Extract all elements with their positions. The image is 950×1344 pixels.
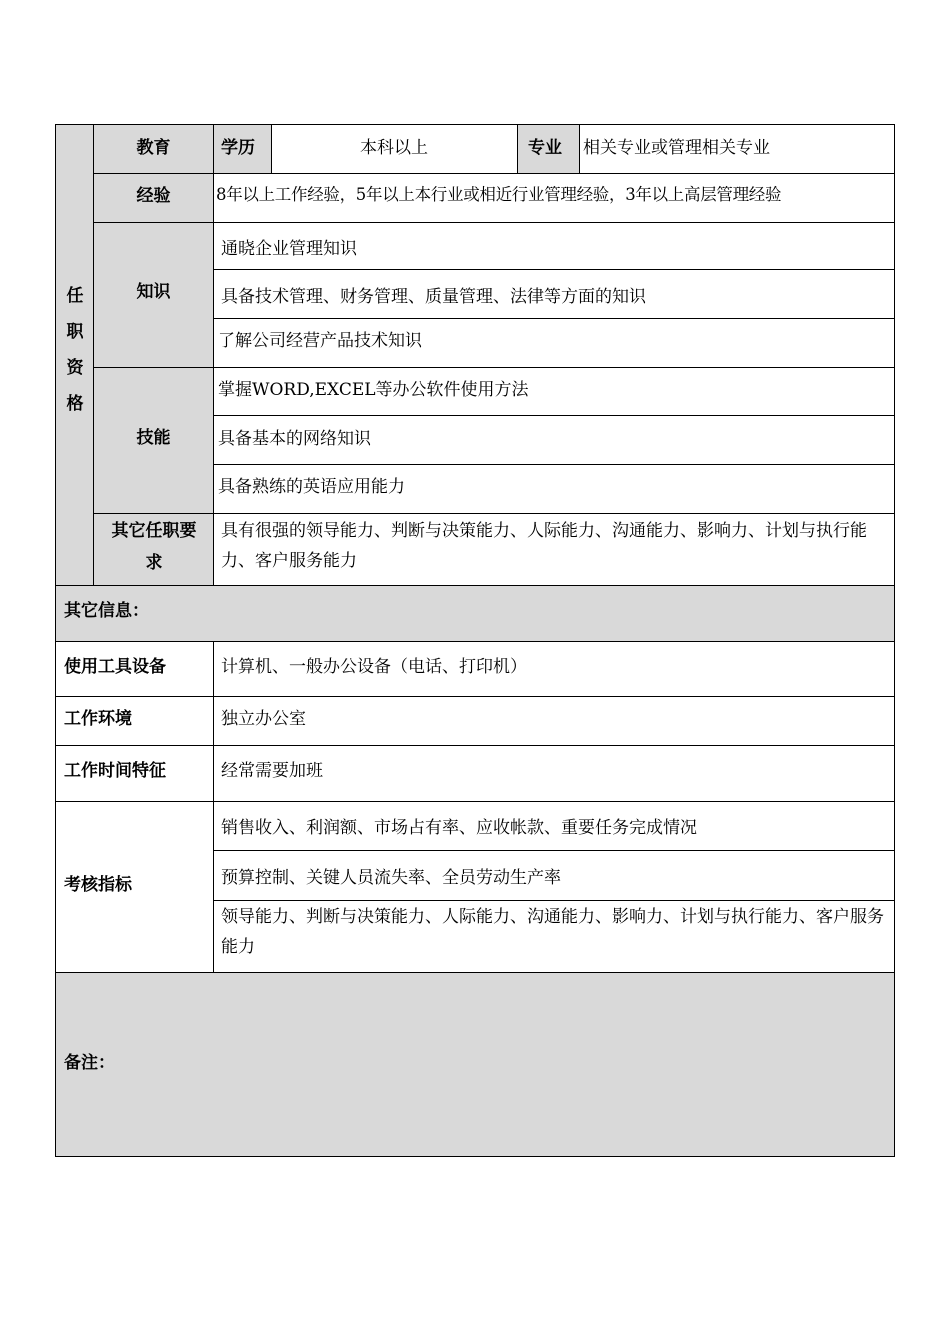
table-divider [517,124,518,173]
table-divider [271,124,272,173]
table-divider [213,318,894,319]
assessment-label: 考核指标 [64,874,132,895]
tools-value: 计算机、一般办公设备（电话、打印机） [221,656,527,677]
table-divider [55,585,895,586]
table-divider [213,124,214,585]
work-time-label: 工作时间特征 [64,760,166,781]
environment-label: 工作环境 [64,708,132,729]
table-divider [93,367,894,368]
tools-label: 使用工具设备 [64,656,166,677]
table-divider [93,124,94,585]
table-divider [55,696,895,697]
assessment-item: 销售收入、利润额、市场占有率、应收帐款、重要任务完成情况 [221,817,697,838]
skills-item: 具备熟练的英语应用能力 [218,476,405,497]
other-requirements-value: 具有很强的领导能力、判断与决策能力、人际能力、沟通能力、影响力、计划与执行能力、客户服务能力 [221,521,867,571]
table-divider [55,641,895,642]
major-value: 相关专业或管理相关专业 [583,137,770,158]
remarks-label: 备注： [64,1052,115,1073]
skills-item: 掌握WORD,EXCEL等办公软件使用方法 [218,379,529,400]
knowledge-item: 具备技术管理、财务管理、质量管理、法律等方面的知识 [221,286,646,307]
table-divider [579,124,580,173]
education-label: 教育 [136,137,171,158]
work-time-value: 经常需要加班 [221,760,323,781]
table-divider [93,173,894,174]
knowledge-item: 通晓企业管理知识 [221,238,357,259]
table-border [55,124,895,125]
table-border [55,1156,895,1157]
experience-value: 8年以上工作经验，5年以上本行业或相近行业管理经验，3年以上高层管理经验 [216,185,782,204]
experience-label: 经验 [136,185,171,206]
section-label: 任 职 资 格 [66,286,84,414]
environment-value: 独立办公室 [221,708,306,729]
assessment-item: 预算控制、关键人员流失率、全员劳动生产率 [221,867,561,888]
table-divider [213,415,894,416]
table-divider [213,641,214,972]
degree-value: 本科以上 [360,137,428,158]
table-divider [55,801,895,802]
table-divider [55,972,895,973]
table-divider [213,850,894,851]
skills-label: 技能 [136,427,171,448]
major-label: 专业 [528,137,562,158]
table-divider [55,745,895,746]
table-divider [213,269,894,270]
knowledge-item: 了解公司经营产品技术知识 [218,330,422,351]
table-divider [93,222,894,223]
table-divider [213,464,894,465]
other-requirements-label: 其它任职要求 [111,521,197,573]
table-divider [93,513,894,514]
knowledge-label: 知识 [136,282,171,302]
skills-item: 具备基本的网络知识 [218,428,371,449]
other-info-label: 其它信息： [64,600,149,621]
table-divider [213,900,894,901]
assessment-item: 领导能力、判断与决策能力、人际能力、沟通能力、影响力、计划与执行能力、客户服务能力 [221,907,884,957]
degree-label: 学历 [221,137,255,158]
